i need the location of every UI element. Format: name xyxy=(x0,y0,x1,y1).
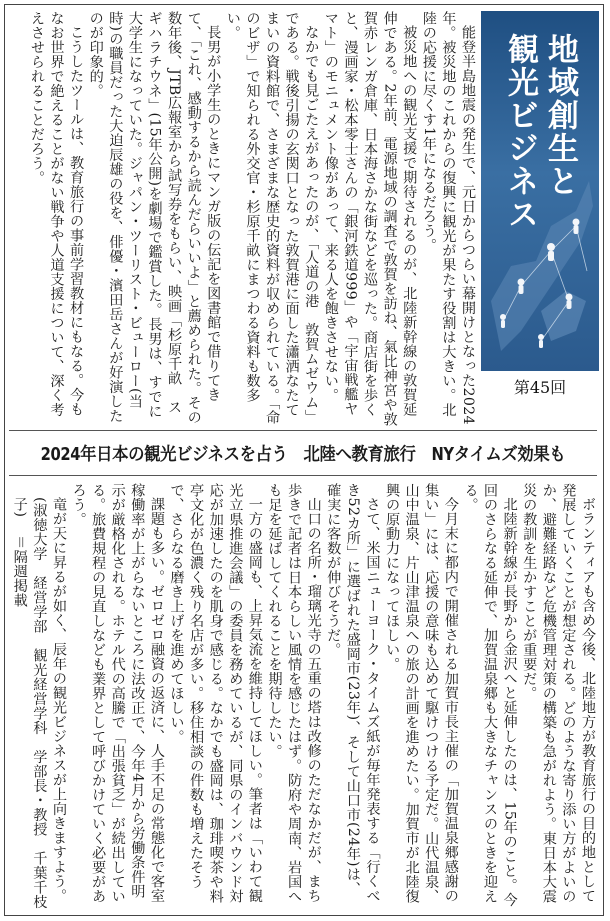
issue-number: 第45回 xyxy=(513,378,567,397)
lower-paragraph: 山口の名所・瑠璃光寺の五重の塔は改修のただなかだが、まち歩きで記者は日本らしい風情を感じたはず。防府や周南、岩国へも足を延ばしてくれることを期待したい。 xyxy=(266,483,322,904)
lower-paragraph: 北陸新幹線が長野から金沢へと延伸したのは、15年のこと。今回のさらなる延伸で、加賀温泉郷も大きなチャンスのときを迎える。 xyxy=(462,483,518,908)
upper-paragraph: なかでも見ごたえがあったのが、「人道の港 敦賀ムゼウム」である。戦後引揚の玄関口となった敦賀港に面した瀟洒なたてまいの資料館で、さまざまな歴史的資料が収められている。「命のビザ」で知られる外交官・杉原千畝にまつわる資料も数多い。 xyxy=(224,11,320,425)
lower-paragraph: 課題も多い。ゼロゼロ融資の返済に、人手不足の常態化で客室稼働率が上がらないところに法改正で、今年4月から労働条件明示が厳格化される。ホテル代の高騰で「出張貧乏」が続出している。旅費規程の見直しなども業界として呼びかけていく必要があろう。 xyxy=(70,483,165,904)
series-title-line2: 観光ビジネス xyxy=(502,33,538,231)
series-title-box xyxy=(481,11,599,425)
upper-article xyxy=(9,11,477,427)
lower-paragraph: ボランティアも含め今後、北陸地方が教育旅行の目的地として発展していくことが想定される。どのような寄り添い方がよいのか、避難経路など危機管理対策の構築も急がれよう。東日本大震災の教訓を生かすことが重要だ。 xyxy=(521,483,596,904)
lower-paragraph: 一方の盛岡も、上昇気流を維持してほしい。筆者は「いわて観光立県推進会議」の委員を務めているが、同県のインバウンド対応が加速したのを肌身で感じる。なかでも盛岡は、珈琲喫茶や料亭文化が色濃く残り名店が多い。移住相談の件数も増えたそうで、さらなる磨き上げを進めてほしい。 xyxy=(168,483,263,904)
series-title xyxy=(481,33,599,233)
article-frame xyxy=(4,4,604,916)
series-title-line1: 地域創生と xyxy=(542,33,578,198)
upper-paragraph: 長男が小学生のときにマンガ版の伝記を図書館で借りてきて、「これ、感動するから読んだらいいよ」と薦められた。その数年後、JTB広報室から試写券をもらい、映画「杉原千畝 スギハラチウネ」(15年公開)を劇場で鑑賞した。長男は、すでに大学生になっていた。ジャパン・ツーリスト・ビューロー(当時)の職員だった大迫辰雄の役を、俳優・濱田岳さんが好演したのが印象的。 xyxy=(87,11,222,425)
lower-paragraph: 今月末に都内で開催される加賀市長主催の「加賀温泉郷感謝の集い」には、応援の意味も込めて駆けつける予定だ。山代温泉、山中温泉、片山津温泉への旅の計画を進めたい。加賀市が北陸復興の原動力になってほしい。 xyxy=(384,483,459,904)
author-byline: (淑徳大学 経営学部 観光経営学科 学部長・教授 千葉千枝子) xyxy=(11,497,48,909)
headline-rule-bottom xyxy=(9,475,597,476)
upper-paragraph: こうしたツールは、教育旅行の事前学習教材にもなる。今もなお世界で絶えることがない戦争や人道支援について、深く考えさせられることだろう。 xyxy=(28,11,85,417)
upper-paragraph: 被災地への観光支援で期待されるのが、北陸新幹線の敦賀延伸である。2年前、電源地域の調査で敦賀を訪ね、氣比神宮や敦賀赤レンガ倉庫、日本海さかな街などを巡った。商店街を歩くと、漫画家・松本零士さんの「銀河鉄道999」や「宇宙戦艦ヤマト」のモニュメント像があって、来る人を飽きさせない。 xyxy=(322,11,418,427)
byline-block xyxy=(9,497,48,909)
lower-paragraph: 竜が天に昇るが如く、辰年の観光ビジネスが上向きますよう。 xyxy=(50,497,67,904)
lower-article xyxy=(9,483,597,909)
headline-rule-top xyxy=(9,430,597,431)
upper-paragraph: 能登半島地震の発生で、元日からつらい幕開けとなった2024年。被災地のこれからの復興に観光が果たす役割は大きい。北陸の応援に尽くす1年になるだろう。 xyxy=(420,11,476,425)
headline: 2024年日本の観光ビジネスを占う 北陸へ教育旅行 NYタイムズ効果も xyxy=(40,445,566,465)
publication-note: ＝隔週掲載 xyxy=(11,535,28,608)
lower-paragraph: さて、米国ニューヨーク・タイムズ紙が毎年発表する「行くべき52カ所」に選ばれた盛岡市(23年)、そして山口市(24年)は、確実に客数が伸びそうだ。 xyxy=(325,483,381,904)
